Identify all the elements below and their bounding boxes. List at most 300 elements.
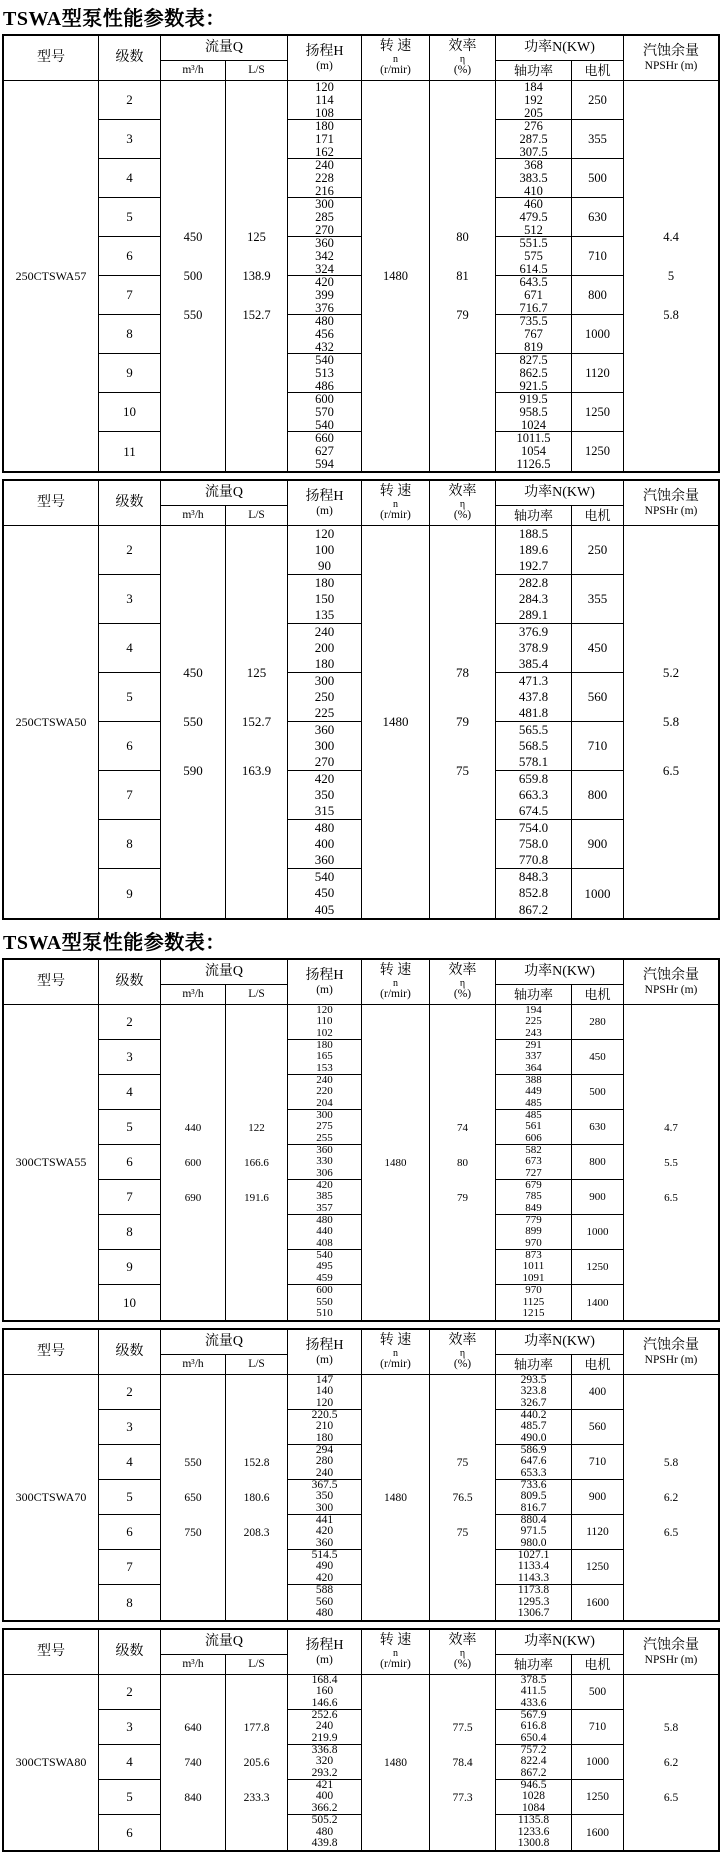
- stage-value: 5: [126, 1489, 133, 1504]
- head-cell: [288, 869, 362, 918]
- npshr-value: 6.5: [663, 1791, 679, 1804]
- power-header: [496, 36, 624, 61]
- npshr-value: 5.8: [662, 714, 680, 729]
- head-value: 350: [315, 1490, 334, 1503]
- head-value: 147: [315, 1373, 334, 1386]
- speed-header-label: 转 速: [379, 963, 412, 978]
- stages-header: [99, 36, 161, 80]
- shaft-power-cell: [496, 1675, 572, 1710]
- head-value: 120: [315, 79, 334, 94]
- stage-cell: [99, 315, 161, 354]
- motor-cell: [572, 315, 624, 354]
- head-value: 588: [315, 1584, 334, 1597]
- efficiency-value: 80: [456, 229, 469, 244]
- section-tables: [2, 958, 720, 1852]
- head-cell: [288, 673, 362, 722]
- model-cell: [4, 526, 99, 918]
- flow-ls-cell: [226, 1675, 288, 1850]
- npsh-header: [624, 481, 718, 525]
- head-cell: [288, 1375, 362, 1410]
- flow-ls-value: 180.6: [243, 1491, 270, 1504]
- efficiency-header-label: 效率: [448, 484, 477, 499]
- speed-header-symbol: n: [393, 54, 398, 65]
- shaft-power-value: 673: [525, 1155, 542, 1168]
- motor-value: 450: [587, 640, 608, 655]
- head-cell: [288, 1550, 362, 1585]
- speed-header: [362, 1630, 430, 1674]
- motor-value: 355: [588, 131, 607, 146]
- shaft-power-value: 1126.5: [516, 457, 551, 471]
- stage-value: 10: [123, 1294, 136, 1310]
- head-header-label: 扬程H: [305, 1637, 344, 1653]
- head-value: 320: [315, 1755, 334, 1768]
- shaft-power-value: 287.5: [519, 131, 548, 146]
- shaft-power-value: 754.0: [518, 819, 549, 835]
- flow-m3h-cell: [161, 1375, 226, 1620]
- flow-m3h-value: 450: [183, 229, 203, 244]
- shaft-power-value: 192: [524, 92, 543, 107]
- stage-value: 4: [126, 170, 133, 185]
- motor-cell: [572, 1110, 624, 1145]
- shaft-power-value: 1011.5: [516, 431, 551, 445]
- shaft-power-cell: [496, 315, 572, 354]
- shaft-power-value: 785: [525, 1190, 542, 1203]
- efficiency-header: [430, 1330, 496, 1374]
- shaft-power-cell: [496, 198, 572, 237]
- stage-cell: [99, 120, 161, 159]
- motor-cell: [572, 820, 624, 869]
- shaft-power-value: 485: [525, 1108, 542, 1121]
- head-value: 204: [316, 1096, 333, 1109]
- speed-header-unit: (r/mir): [380, 1658, 411, 1670]
- head-header: [288, 1630, 362, 1674]
- head-value: 439.8: [311, 1837, 338, 1850]
- power-header-label: 功率N(KW): [524, 1634, 595, 1649]
- npshr-value: 4.7: [664, 1121, 678, 1134]
- flow-ls-label: L/S: [248, 988, 265, 1000]
- flow-header: [161, 960, 288, 985]
- npshr-value: 5.8: [663, 1721, 679, 1734]
- shaft-power-value: 970: [525, 1284, 542, 1297]
- head-value: 540: [314, 869, 335, 885]
- motor-cell: [572, 1215, 624, 1250]
- npsh-header: [624, 1630, 718, 1674]
- stage-value: 3: [126, 591, 133, 606]
- table-header: [4, 960, 718, 1005]
- shaft-power-value: 647.6: [520, 1455, 547, 1468]
- flow-m3h-label: m³/h: [182, 1658, 204, 1670]
- motor-cell: [572, 159, 624, 198]
- flow-m3h-value: 690: [184, 1191, 202, 1204]
- motor-cell: [572, 1815, 624, 1850]
- stage-cell: [99, 1410, 161, 1445]
- head-value: 440: [316, 1225, 333, 1238]
- shaft-power-label: 轴功率: [513, 1657, 553, 1672]
- shaft-power-value: 293.5: [520, 1373, 547, 1386]
- motor-value: 1250: [585, 444, 610, 458]
- shaft-power-cell: [496, 1445, 572, 1480]
- motor-label: 电机: [584, 63, 611, 78]
- head-value: 140: [315, 1385, 334, 1398]
- efficiency-header-symbol: η: [459, 54, 466, 65]
- shaft-power-value: 512: [524, 222, 543, 237]
- speed-header-symbol: n: [393, 499, 398, 510]
- shaft-power-value: 289.1: [518, 607, 549, 623]
- motor-cell: [572, 1780, 624, 1815]
- shaft-power-value: 946.5: [520, 1778, 547, 1791]
- motor-cell: [572, 1075, 624, 1110]
- flow-m3h-value: 750: [184, 1526, 202, 1539]
- shaft-power-value: 758.0: [518, 835, 549, 851]
- shaft-power-cell: [496, 526, 572, 575]
- shaft-power-cell: [496, 159, 572, 198]
- motor-cell: [572, 237, 624, 276]
- motor-cell: [572, 432, 624, 471]
- shaft-power-cell: [496, 1250, 572, 1285]
- shaft-power-value: 735.5: [519, 313, 548, 328]
- shaft-power-label: 轴功率: [513, 1357, 553, 1372]
- shaft-power-value: 848.3: [518, 869, 549, 885]
- shaft-power-value: 971.5: [520, 1525, 547, 1538]
- efficiency-header: [430, 1630, 496, 1674]
- shaft-power-value: 1215: [522, 1307, 545, 1320]
- flow-m3h-value: 550: [183, 714, 203, 729]
- shaft-power-value: 485: [525, 1096, 542, 1109]
- shaft-power-cell: [496, 1110, 572, 1145]
- npsh-header-label: 汽蚀余量: [643, 43, 699, 59]
- head-value: 180: [314, 656, 335, 672]
- flow-ls-value: 152.7: [241, 714, 272, 729]
- shaft-power-value: 1084: [522, 1801, 545, 1814]
- motor-value: 250: [587, 542, 608, 557]
- npshr-value: 5.8: [663, 1456, 679, 1469]
- shaft-power-header: [496, 1655, 572, 1674]
- stage-value: 11: [123, 443, 136, 459]
- flow-ls-value: 163.9: [241, 763, 272, 778]
- shaft-power-cell: [496, 673, 572, 722]
- shaft-power-cell: [496, 237, 572, 276]
- shaft-power-value: 867.2: [520, 1766, 547, 1779]
- head-value: 180: [315, 118, 334, 133]
- motor-cell: [572, 1250, 624, 1285]
- pump-table-300CTSWA80: [2, 1628, 720, 1852]
- flow-ls-header: [226, 1655, 288, 1674]
- stage-cell: [99, 1005, 161, 1040]
- model-header: [4, 1330, 99, 1374]
- head-value: 114: [315, 92, 334, 107]
- model-cell: [4, 1675, 99, 1850]
- flow-ls-value: 125: [247, 229, 266, 244]
- stage-value: 7: [126, 787, 133, 802]
- shaft-power-value: 551.5: [519, 235, 548, 250]
- shaft-power-cell: [496, 393, 572, 432]
- shaft-power-value: 849: [525, 1201, 542, 1214]
- efficiency-value: 76.5: [452, 1491, 473, 1504]
- stages-header-label: 级数: [115, 1644, 144, 1659]
- head-value: 376: [315, 300, 334, 315]
- shaft-power-value: 659.8: [518, 770, 549, 786]
- flow-header: [161, 481, 288, 506]
- head-value: 400: [315, 1790, 334, 1803]
- motor-cell: [572, 393, 624, 432]
- head-value: 480: [316, 1213, 333, 1226]
- stage-value: 7: [126, 1189, 133, 1204]
- head-value: 135: [314, 607, 335, 623]
- head-value: 420: [316, 1178, 333, 1191]
- npshr-value: 4.4: [663, 229, 679, 244]
- stage-value: 8: [126, 836, 133, 851]
- shaft-power-value: 1173.8: [517, 1584, 550, 1597]
- stage-value: 2: [126, 1384, 133, 1399]
- flow-ls-cell: [226, 1005, 288, 1320]
- stage-cell: [99, 198, 161, 237]
- flow-header: [161, 1630, 288, 1655]
- motor-value: 1600: [586, 1826, 609, 1839]
- shaft-power-value: 1011: [522, 1260, 545, 1273]
- head-cell: [288, 1780, 362, 1815]
- head-value: 180: [316, 1038, 333, 1051]
- flow-ls-value: 166.6: [244, 1156, 269, 1169]
- stage-cell: [99, 432, 161, 471]
- head-value: 240: [315, 1466, 334, 1479]
- shaft-power-cell: [496, 354, 572, 393]
- shaft-power-value: 479.5: [519, 209, 548, 224]
- flow-m3h-value: 440: [184, 1121, 202, 1134]
- npsh-header-unit: NPSHr (m): [644, 1353, 698, 1366]
- model-value: 300CTSWA55: [15, 1155, 87, 1169]
- efficiency-header-symbol: η: [459, 499, 466, 510]
- shaft-power-value: 378.5: [520, 1673, 547, 1686]
- stage-cell: [99, 1040, 161, 1075]
- stage-value: 10: [123, 404, 136, 419]
- head-value: 252.6: [311, 1708, 338, 1721]
- stages-header: [99, 1630, 161, 1674]
- head-value: 505.2: [311, 1814, 338, 1827]
- table-header: [4, 1630, 718, 1675]
- head-cell: [288, 237, 362, 276]
- npshr-value: 6.2: [663, 1756, 679, 1769]
- shaft-power-value: 671: [524, 287, 543, 302]
- shaft-power-value: 586.9: [520, 1443, 547, 1456]
- npsh-cell: [624, 1375, 718, 1620]
- shaft-power-value: 827.5: [519, 352, 548, 367]
- shaft-power-value: 727: [525, 1166, 542, 1179]
- speed-header: [362, 960, 430, 1004]
- head-value: 450: [314, 885, 335, 901]
- motor-cell: [572, 869, 624, 918]
- head-value: 360: [315, 1536, 334, 1549]
- shaft-power-label: 轴功率: [513, 508, 553, 523]
- pump-table-300CTSWA55: [2, 958, 720, 1322]
- motor-cell: [572, 1375, 624, 1410]
- head-cell: [288, 1215, 362, 1250]
- efficiency-header-unit: (%): [453, 1658, 472, 1670]
- head-value: 180: [315, 1431, 334, 1444]
- npsh-header-unit: NPSHr (m): [644, 504, 698, 517]
- shaft-power-value: 822.4: [520, 1755, 547, 1768]
- motor-label: 电机: [584, 1657, 611, 1672]
- motor-value: 630: [588, 209, 607, 224]
- table-body: [4, 1005, 718, 1320]
- head-value: 160: [315, 1685, 334, 1698]
- head-value: 300: [314, 737, 335, 753]
- flow-ls-value: 177.8: [243, 1721, 270, 1734]
- head-value: 285: [315, 209, 334, 224]
- head-header-unit: (m): [316, 1353, 333, 1366]
- head-value: 255: [316, 1131, 333, 1144]
- table-body: [4, 526, 718, 918]
- head-value: 459: [316, 1271, 333, 1284]
- flow-m3h-value: 590: [183, 763, 203, 778]
- efficiency-value: 75: [456, 1456, 469, 1469]
- motor-cell: [572, 81, 624, 120]
- npsh-header-label: 汽蚀余量: [643, 967, 699, 983]
- shaft-power-value: 614.5: [519, 261, 548, 276]
- head-value: 420: [315, 1571, 334, 1584]
- head-value: 219.9: [311, 1731, 338, 1744]
- head-value: 225: [314, 705, 335, 721]
- motor-value: 800: [587, 787, 608, 802]
- head-cell: [288, 1250, 362, 1285]
- stage-cell: [99, 1675, 161, 1710]
- shaft-power-value: 919.5: [519, 391, 548, 406]
- shaft-power-value: 770.8: [518, 852, 549, 868]
- flow-ls-label: L/S: [248, 1658, 265, 1670]
- motor-value: 400: [588, 1386, 607, 1398]
- head-value: 360: [315, 235, 334, 250]
- stage-value: 6: [126, 1824, 133, 1840]
- shaft-power-value: 490.0: [520, 1431, 547, 1444]
- shaft-power-value: 606: [525, 1131, 542, 1144]
- head-header-unit: (m): [316, 59, 333, 72]
- table-header: [4, 481, 718, 526]
- npshr-value: 6.5: [662, 763, 680, 778]
- npshr-value: 5: [667, 268, 675, 283]
- model-header-label: 型号: [37, 50, 65, 65]
- speed-header-symbol: n: [393, 978, 398, 989]
- speed-header-unit: (r/mir): [380, 988, 411, 1000]
- flow-m3h-value: 550: [184, 1456, 202, 1469]
- flow-header: [161, 36, 288, 61]
- shaft-power-value: 411.5: [520, 1685, 547, 1698]
- flow-ls-label: L/S: [248, 509, 265, 521]
- head-value: 600: [315, 391, 334, 406]
- head-value: 421: [315, 1778, 334, 1791]
- head-value: 280: [315, 1455, 334, 1468]
- motor-header: [572, 61, 624, 80]
- stage-cell: [99, 771, 161, 820]
- head-cell: [288, 624, 362, 673]
- motor-value: 560: [587, 689, 608, 704]
- pump-table-300CTSWA70: [2, 1328, 720, 1622]
- head-value: 168.4: [311, 1673, 338, 1686]
- motor-cell: [572, 354, 624, 393]
- pump-table-250CTSWA57: [2, 34, 720, 473]
- head-value: 315: [314, 803, 335, 819]
- head-value: 300: [314, 672, 335, 688]
- speed-cell: [362, 1675, 430, 1850]
- head-value: 150: [314, 590, 335, 606]
- npshr-value: 6.5: [663, 1526, 679, 1539]
- shaft-power-cell: [496, 771, 572, 820]
- flow-m3h-value: 550: [183, 307, 203, 322]
- shaft-power-value: 650.4: [520, 1731, 547, 1744]
- stage-value: 6: [126, 738, 133, 753]
- efficiency-header-label: 效率: [448, 963, 477, 978]
- shaft-power-value: 388: [525, 1073, 542, 1086]
- motor-value: 710: [587, 738, 608, 753]
- motor-header: [572, 1355, 624, 1374]
- speed-header-label: 转 速: [379, 1333, 412, 1348]
- npsh-header-label: 汽蚀余量: [643, 1337, 699, 1353]
- efficiency-value: 74: [457, 1121, 468, 1134]
- motor-value: 900: [588, 1491, 607, 1503]
- shaft-power-value: 282.8: [518, 574, 549, 590]
- efficiency-header-label: 效率: [448, 1633, 477, 1648]
- head-value: 200: [314, 639, 335, 655]
- head-value: 171: [315, 131, 334, 146]
- stage-cell: [99, 1180, 161, 1215]
- efficiency-header-symbol: η: [459, 978, 466, 989]
- head-value: 336.8: [311, 1743, 338, 1756]
- stage-cell: [99, 575, 161, 624]
- shaft-power-value: 980.0: [520, 1536, 547, 1549]
- table-body: [4, 1675, 718, 1850]
- shaft-power-value: 862.5: [519, 365, 548, 380]
- flow-ls-value: 233.3: [243, 1791, 270, 1804]
- efficiency-header: [430, 481, 496, 525]
- stage-cell: [99, 1215, 161, 1250]
- speed-value: 1480: [384, 1156, 407, 1169]
- flow-m3h-label: m³/h: [182, 988, 204, 1000]
- shaft-power-value: 1028: [522, 1790, 545, 1803]
- head-value: 120: [314, 525, 335, 541]
- model-value: 250CTSWA50: [15, 714, 87, 729]
- stage-cell: [99, 673, 161, 722]
- model-header-label: 型号: [37, 1344, 65, 1359]
- shaft-power-value: 653.3: [520, 1466, 547, 1479]
- flow-ls-cell: [226, 1375, 288, 1620]
- head-value: 153: [316, 1061, 333, 1074]
- head-header: [288, 1330, 362, 1374]
- head-value: 324: [315, 261, 334, 276]
- shaft-power-value: 575: [524, 248, 543, 263]
- motor-cell: [572, 673, 624, 722]
- shaft-power-cell: [496, 575, 572, 624]
- head-value: 100: [314, 541, 335, 557]
- shaft-power-header: [496, 506, 572, 525]
- flow-m3h-cell: [161, 1005, 226, 1320]
- stage-cell: [99, 1075, 161, 1110]
- head-value: 102: [316, 1026, 333, 1039]
- shaft-power-value: 899: [525, 1225, 542, 1238]
- head-value: 441: [315, 1513, 334, 1526]
- section-title: TSWA型泵性能参数表：: [3, 8, 226, 30]
- head-value: 399: [315, 287, 334, 302]
- motor-value: 630: [589, 1121, 606, 1133]
- flow-header-label: 流量Q: [204, 1634, 244, 1649]
- speed-header-symbol: n: [393, 1348, 398, 1359]
- efficiency-value: 75: [456, 1526, 469, 1539]
- shaft-power-value: 205: [524, 105, 543, 120]
- flow-m3h-header: [161, 61, 226, 80]
- speed-header-symbol: n: [393, 1648, 398, 1659]
- shaft-power-cell: [496, 276, 572, 315]
- stage-value: 5: [126, 1789, 133, 1804]
- section-tables: [2, 34, 720, 920]
- flow-m3h-header: [161, 1355, 226, 1374]
- flow-m3h-value: 740: [184, 1756, 202, 1769]
